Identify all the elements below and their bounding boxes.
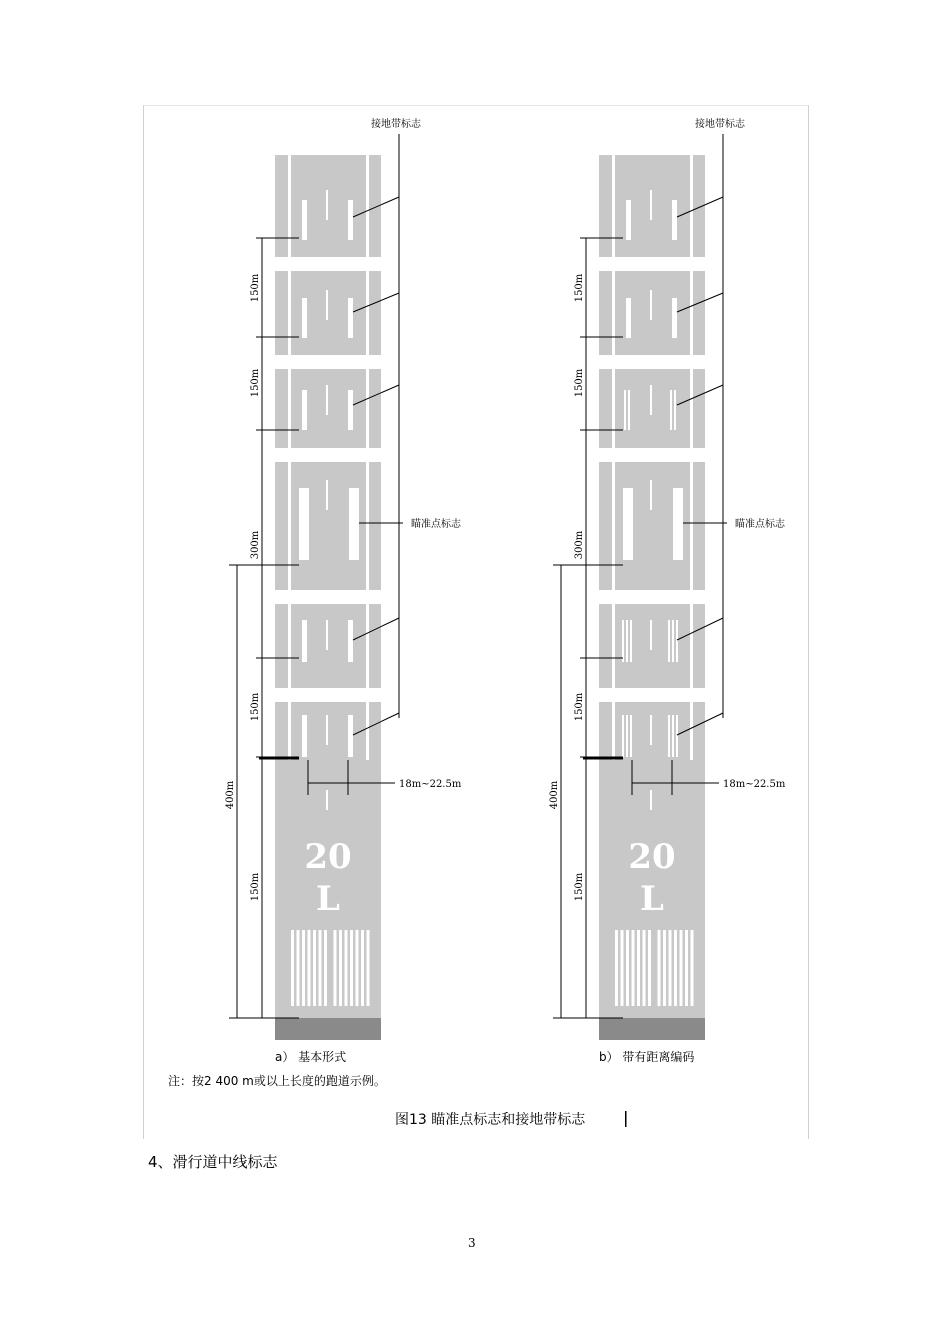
threshold-stripe	[632, 930, 635, 1006]
touchdown-label: 接地带标志	[695, 119, 745, 130]
threshold-stripe	[674, 930, 677, 1006]
touchdown-bar	[674, 390, 676, 430]
threshold-stripe	[334, 930, 337, 1006]
dimension-label: 150m	[250, 273, 261, 303]
centreline-dash	[650, 715, 652, 745]
touchdown-bar	[670, 390, 672, 430]
centreline-dash	[650, 190, 652, 220]
touchdown-bar	[302, 715, 307, 757]
centreline-dash	[650, 385, 652, 415]
dimension-label: 150m	[250, 692, 261, 722]
threshold-stripe	[297, 930, 300, 1006]
touchdown-bar	[626, 620, 628, 662]
designator-number: 20	[304, 837, 352, 877]
threshold-stripe	[615, 930, 618, 1006]
touchdown-bar	[348, 390, 353, 430]
touchdown-bar	[622, 620, 624, 662]
touchdown-bar	[302, 390, 307, 430]
threshold-stripe	[350, 930, 353, 1006]
dimension-label: 150m	[250, 872, 261, 902]
threshold-stripe	[658, 930, 661, 1006]
centreline-dash	[326, 715, 328, 745]
dimension-label: 300m	[250, 530, 261, 560]
threshold-stripe	[291, 930, 294, 1006]
aiming-point-block	[623, 488, 633, 560]
threshold-bar	[275, 1018, 381, 1040]
dimension-label: 150m	[574, 368, 585, 398]
touchdown-bar	[302, 298, 307, 338]
centreline-dash	[326, 190, 328, 220]
text-cursor	[625, 1111, 627, 1127]
centreline-dash	[650, 620, 652, 650]
centreline-dash	[326, 790, 328, 810]
touchdown-bar	[348, 298, 353, 338]
section-heading: 4、滑行道中线标志	[148, 1153, 278, 1171]
designator-letter: L	[316, 879, 340, 919]
centreline-dash	[326, 290, 328, 320]
designator-letter: L	[640, 879, 664, 919]
touchdown-bar	[348, 715, 353, 757]
touchdown-label: 接地带标志	[371, 119, 421, 130]
touchdown-bar	[668, 620, 670, 662]
touchdown-bar	[672, 298, 677, 338]
centreline-dash	[650, 480, 652, 510]
threshold-stripe	[302, 930, 305, 1006]
touchdown-bar	[672, 715, 674, 757]
figure-note: 注：按2 400 m或以上长度的跑道示例。	[168, 1074, 386, 1088]
centreline-dash	[326, 385, 328, 415]
threshold-stripe	[637, 930, 640, 1006]
threshold-stripe	[367, 930, 370, 1006]
page-number: 3	[468, 1236, 476, 1250]
threshold-stripe	[691, 930, 694, 1006]
dimension-label: 150m	[574, 273, 585, 303]
touchdown-bar	[668, 715, 670, 757]
threshold-stripe	[313, 930, 316, 1006]
aiming-point-block	[349, 488, 359, 560]
touchdown-bar	[630, 620, 632, 662]
designator-number: 20	[628, 837, 676, 877]
aiming-point-block	[299, 488, 309, 560]
touchdown-bar	[628, 390, 630, 430]
centreline-dash	[326, 480, 328, 510]
side-stripe	[288, 155, 291, 760]
dimension-label: 400m	[549, 780, 560, 810]
touchdown-bar	[622, 715, 624, 757]
threshold-stripe	[643, 930, 646, 1006]
touchdown-bar	[672, 620, 674, 662]
touchdown-bar	[626, 298, 631, 338]
centreline-dash	[650, 790, 652, 810]
threshold-stripe	[339, 930, 342, 1006]
touchdown-bar	[348, 200, 353, 240]
touchdown-bar	[676, 715, 678, 757]
threshold-stripe	[680, 930, 683, 1006]
width-label: 18m~22.5m	[399, 779, 462, 790]
touchdown-bar	[676, 620, 678, 662]
touchdown-bar	[624, 390, 626, 430]
panel-caption: a） 基本形式	[275, 1050, 347, 1064]
threshold-stripe	[308, 930, 311, 1006]
dimension-label: 300m	[574, 530, 585, 560]
figure-title: 图13 瞄准点标志和接地带标志	[395, 1112, 586, 1128]
panel-distance-coded	[549, 117, 786, 1064]
aiming-label: 瞄准点标志	[411, 519, 461, 530]
side-stripe	[612, 155, 615, 760]
touchdown-bar	[348, 620, 353, 662]
dimension-label: 150m	[574, 692, 585, 722]
side-stripe	[366, 155, 369, 760]
aiming-point-block	[673, 488, 683, 560]
centreline-dash	[326, 620, 328, 650]
threshold-stripe	[669, 930, 672, 1006]
touchdown-bar	[626, 200, 631, 240]
threshold-stripe	[361, 930, 364, 1006]
dimension-label: 400m	[225, 780, 236, 810]
touchdown-bar	[302, 200, 307, 240]
touchdown-bar	[302, 620, 307, 662]
threshold-stripe	[324, 930, 327, 1006]
threshold-stripe	[319, 930, 322, 1006]
threshold-bar	[599, 1018, 705, 1040]
touchdown-bar	[630, 715, 632, 757]
panel-caption: b） 带有距离编码	[599, 1050, 695, 1064]
threshold-stripe	[345, 930, 348, 1006]
touchdown-bar	[626, 715, 628, 757]
touchdown-bar	[672, 200, 677, 240]
width-label: 18m~22.5m	[723, 779, 786, 790]
threshold-stripe	[648, 930, 651, 1006]
dimension-label: 150m	[250, 368, 261, 398]
threshold-stripe	[685, 930, 688, 1006]
threshold-stripe	[663, 930, 666, 1006]
threshold-stripe	[626, 930, 629, 1006]
threshold-stripe	[356, 930, 359, 1006]
side-stripe	[690, 155, 693, 760]
centreline-dash	[650, 290, 652, 320]
panel-basic-form	[225, 117, 462, 1064]
aiming-label: 瞄准点标志	[735, 519, 785, 530]
threshold-stripe	[621, 930, 624, 1006]
dimension-label: 150m	[574, 872, 585, 902]
